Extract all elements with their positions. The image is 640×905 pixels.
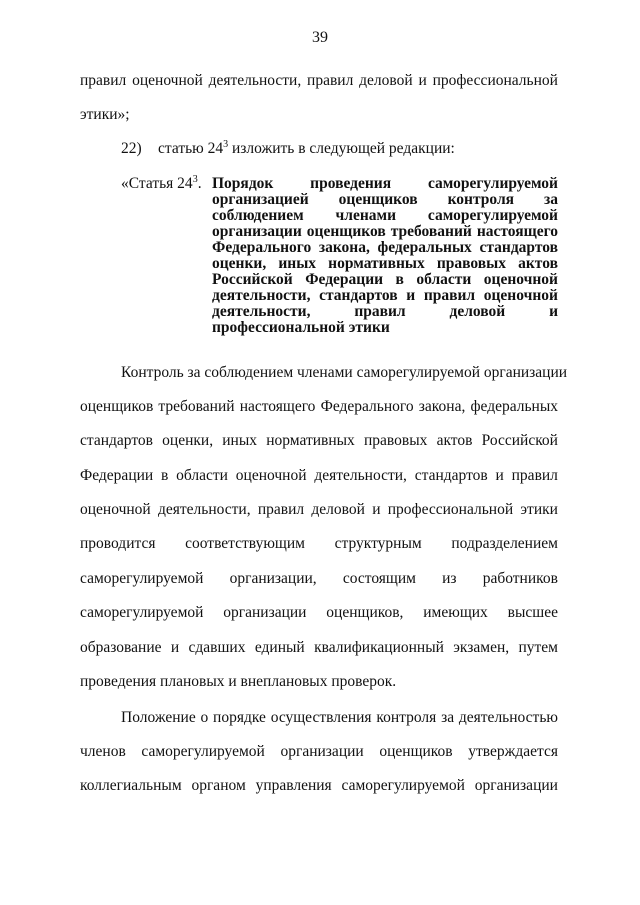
paragraph-regulation-word: Положение — [121, 709, 196, 726]
item-22-number: 22) — [121, 140, 142, 157]
paragraph-regulation-word: саморегулируемой — [141, 743, 265, 760]
article-title-word: правил — [423, 287, 476, 304]
paragraph-control-word: актов — [436, 432, 473, 449]
paragraph-regulation-word: деятельностью — [458, 709, 558, 726]
article-title-word: актов — [518, 255, 558, 272]
article-title-word: организацией — [212, 191, 309, 208]
article-title-line — [212, 319, 558, 337]
paragraph-control-word: оценщиков — [80, 398, 154, 415]
article-title-word: иных — [278, 255, 317, 272]
intro-word: деловой — [359, 72, 413, 89]
article-title-word: соблюдением — [212, 207, 304, 224]
paragraph-control-word: правовых — [364, 432, 428, 449]
item-22-text — [158, 140, 455, 158]
article-title-word: оценки, — [212, 255, 267, 272]
article-title-word: членами — [335, 207, 397, 224]
article-title-word: настоящего — [476, 223, 558, 240]
paragraph-regulation-word: саморегулируемой — [341, 777, 465, 794]
paragraph-control-word: закона, — [418, 398, 466, 415]
paragraph-control-word: подразделением — [451, 535, 558, 552]
intro-word: правил — [80, 72, 127, 89]
paragraph-control-word: оценщиков, — [326, 604, 404, 621]
article-title-word: стандартов — [479, 239, 558, 256]
paragraph-control-word: саморегулируемой — [80, 570, 204, 587]
article-title-word: Федерального — [212, 239, 312, 256]
paragraph-control-word: структурным — [334, 535, 422, 552]
paragraph-regulation-line — [80, 777, 558, 795]
item-22-text-before: статью 24 — [158, 140, 224, 157]
paragraph-control-word: имеющих — [423, 604, 488, 621]
article-title-word: области — [416, 271, 472, 288]
paragraph-regulation-word: организации — [280, 743, 364, 760]
article-title-word: проведения — [310, 175, 392, 192]
paragraph-control-word: Российской — [481, 432, 558, 449]
intro-word: профессиональной — [432, 72, 558, 89]
article-title-word: оценочной — [483, 271, 558, 288]
paragraph-control-line — [80, 639, 558, 657]
article-title-word: и — [549, 303, 558, 320]
paragraph-control-word: деятельности, — [157, 501, 251, 518]
article-title-word: в — [395, 271, 404, 288]
paragraph-regulation-word: оценщиков — [379, 743, 453, 760]
article-title-word: оценочной — [483, 287, 558, 304]
article-title-word: организации — [212, 223, 302, 240]
article-title-word: Российской — [212, 271, 293, 288]
paragraph-regulation-word: членов — [80, 743, 126, 760]
item-22-text-after: изложить в следующей редакции: — [228, 140, 455, 157]
paragraph-control-word: саморегулируемой — [80, 604, 204, 621]
article-title-word: правил — [354, 303, 406, 320]
paragraph-regulation-word: организации — [474, 777, 558, 794]
paragraph-regulation-word: коллегиальным — [80, 777, 182, 794]
paragraph-regulation-word: управления — [255, 777, 332, 794]
paragraph-control-word: организации — [223, 604, 307, 621]
article-title-word: закона, — [318, 239, 370, 256]
paragraph-control-line — [80, 501, 558, 519]
intro-word: и — [418, 72, 427, 89]
article-title-word: стандартов — [319, 287, 398, 304]
article-title-word: требований — [390, 223, 472, 240]
paragraph-control-word: и — [372, 501, 381, 518]
paragraph-control-word: в — [161, 467, 169, 484]
paragraph-control-word: правил — [257, 501, 305, 518]
item-22-sup: 3 — [223, 138, 229, 150]
paragraph-control-word: Федерации — [80, 467, 154, 484]
paragraph-control-word: единый — [254, 639, 305, 656]
paragraph-control-word: иных — [222, 432, 258, 449]
paragraph-control-word: путем — [518, 639, 558, 656]
paragraph-regulation-word: за — [441, 709, 455, 726]
paragraph-regulation-word: порядке — [213, 709, 266, 726]
article-title-word: правовых — [436, 255, 507, 272]
paragraph-control-word: оценочной — [235, 467, 307, 484]
paragraph-control-word: деятельности, — [314, 467, 407, 484]
article-title-word: оценщиков — [306, 223, 386, 240]
paragraph-control-line — [80, 570, 558, 588]
intro-word: деятельности, — [208, 72, 302, 89]
paragraph-control-word: и — [495, 467, 504, 484]
paragraph-control-line — [121, 364, 568, 382]
paragraph-regulation-word: утверждается — [468, 743, 558, 760]
intro-line-2: этики»; — [80, 106, 130, 123]
paragraph-control-word: федеральных — [470, 398, 558, 415]
article-title-word: за — [544, 191, 558, 208]
intro-line-1 — [80, 72, 558, 90]
article-title-word: федеральных — [377, 239, 472, 256]
paragraph-regulation-line — [121, 709, 558, 727]
article-title-word: деятельности, — [212, 303, 311, 320]
paragraph-control-word: стандартов — [414, 467, 488, 484]
paragraph-control-word: образование — [80, 639, 162, 656]
paragraph-control-word: проведения плановых и внеплановых проверок. — [80, 673, 397, 690]
paragraph-control-word: проводится — [80, 535, 156, 552]
paragraph-control-word: из — [442, 570, 457, 587]
paragraph-control-word: нормативных — [266, 432, 355, 449]
article-title-word: деятельности, — [212, 287, 311, 304]
paragraph-control-word: оценочной — [80, 501, 151, 518]
article-title-word: саморегулируемой — [427, 175, 558, 192]
article-label-prefix: «Статья 24 — [121, 175, 193, 192]
paragraph-control-word: требований — [158, 398, 235, 415]
paragraph-control-line — [80, 604, 558, 622]
paragraph-regulation-word: органом — [191, 777, 246, 794]
page-number: 39 — [312, 29, 328, 46]
paragraph-control-word: деловой — [311, 501, 365, 518]
article-title-word: Федерации — [305, 271, 384, 288]
intro-word: оценочной — [132, 72, 203, 89]
article-label-sup: 3 — [192, 173, 198, 185]
paragraph-regulation-line — [80, 743, 558, 761]
paragraph-control-line — [80, 432, 558, 450]
paragraph-control-word: профессиональной — [387, 501, 514, 518]
paragraph-control-word: экзамен, — [453, 639, 510, 656]
paragraph-control-word: этики — [520, 501, 558, 518]
article-title-word: саморегулируемой — [427, 207, 558, 224]
intro-word: правил — [307, 72, 354, 89]
article-title-word: Порядок — [212, 175, 274, 192]
paragraph-control-word: оценки, — [162, 432, 214, 449]
paragraph-control-word: работников — [482, 570, 558, 587]
paragraph-regulation-word: контроля — [376, 709, 437, 726]
paragraph-regulation-word: осуществления — [270, 709, 372, 726]
paragraph-control-word: и — [170, 639, 180, 656]
paragraph-control-word: высшее — [507, 604, 558, 621]
paragraph-control-word: состоящим — [342, 570, 416, 587]
article-label — [121, 175, 202, 193]
paragraph-control-word: сдавших — [188, 639, 246, 656]
article-title-word: деловой — [449, 303, 506, 320]
paragraph-control-line — [80, 467, 558, 485]
article-title-word: нормативных — [328, 255, 425, 272]
paragraph-control-line — [80, 673, 396, 691]
article-title-word: контроля — [447, 191, 515, 208]
article-title-word: профессиональной этики — [212, 319, 390, 336]
paragraph-control-word: Контроль за соблюдением членами саморегулируемой организации — [121, 364, 568, 381]
paragraph-control-line — [80, 535, 558, 553]
paragraph-regulation-word: о — [200, 709, 209, 726]
paragraph-control-word: соответствующим — [185, 535, 305, 552]
paragraph-control-word: стандартов — [80, 432, 153, 449]
paragraph-control-word: организации, — [229, 570, 317, 587]
paragraph-control-line — [80, 398, 558, 416]
paragraph-control-word: Федерального — [320, 398, 414, 415]
article-title-word: и — [406, 287, 416, 304]
article-label-suffix: . — [197, 175, 202, 192]
article-title-word: оценщиков — [338, 191, 418, 208]
paragraph-control-word: области — [176, 467, 228, 484]
paragraph-control-word: правил — [511, 467, 558, 484]
paragraph-control-word: настоящего — [239, 398, 316, 415]
paragraph-control-word: квалификационный — [314, 639, 444, 656]
